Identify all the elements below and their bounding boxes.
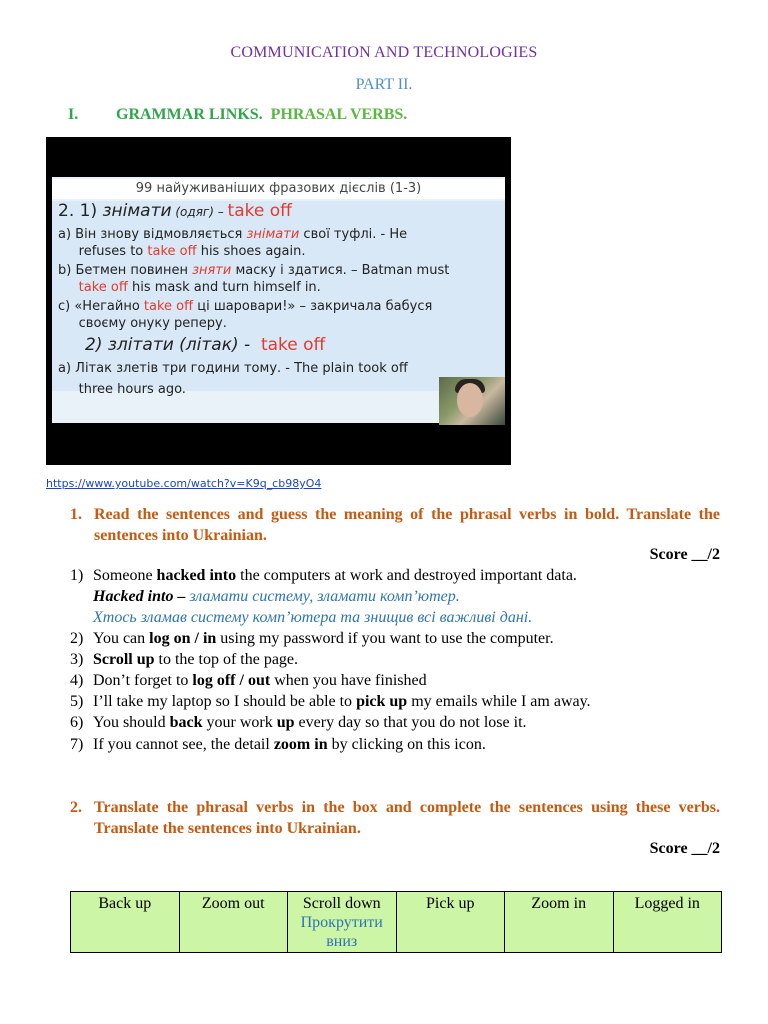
task-2-instructions: 2. Translate the phrasal verbs in the box and complete the sentences using these verbs. Translate the sentences into Ukrainian. bbox=[70, 799, 720, 837]
slide-line: take off his mask and turn himself in. bbox=[78, 280, 321, 295]
box-cell: Scroll down Прокрутити вниз bbox=[288, 892, 397, 953]
example-sentence: Хтось зламав систему комп’ютера та знищив всі важливі дані. bbox=[93, 609, 533, 626]
list-item: 5) I’ll take my laptop so I should be able to pick up my emails while I am away. bbox=[70, 693, 591, 710]
list-item: 1) Someone hacked into the computers at work and destroyed important data. bbox=[70, 567, 577, 584]
slide-title: 99 найуживаніших фразових дієслів (1-3) bbox=[52, 179, 505, 199]
slide-line: 2. 1) знімати (одяг) – take off bbox=[58, 201, 292, 221]
box-cell-translation: Прокрутити вниз bbox=[300, 914, 383, 950]
example-translation: Hacked into – зламати систему, зламати комп’ютер. bbox=[93, 588, 460, 605]
section-number: I. bbox=[68, 106, 79, 123]
section-title: GRAMMAR LINKS. bbox=[116, 106, 263, 123]
section-heading bbox=[68, 106, 407, 124]
task-2-score: Score __/2 bbox=[649, 840, 720, 857]
webcam-overlay bbox=[439, 377, 505, 425]
section-subtitle: PHRASAL VERBS. bbox=[270, 106, 408, 123]
list-item: 7) If you cannot see, the detail zoom in by clicking on this icon. bbox=[70, 736, 486, 753]
slide-line: c) «Негайно take off ці шаровари!» – закричала бабуся bbox=[58, 299, 433, 314]
video-slide bbox=[52, 177, 505, 423]
task-1-score: Score __/2 bbox=[649, 546, 720, 563]
box-cell: Logged in bbox=[613, 892, 722, 953]
slide-line: a) Він знову відмовляється знімати свої туфлі. - Не bbox=[58, 227, 408, 242]
part-label: PART II. bbox=[355, 76, 413, 93]
slide-line: b) Бетмен повинен зняти маску і здатися. – Batman must bbox=[58, 263, 450, 278]
slide-line: three hours ago. bbox=[58, 382, 186, 397]
task-1-instructions: 1. Read the sentences and guess the meaning of the phrasal verbs in bold. Translate the sentences into Ukrainian. bbox=[70, 506, 720, 544]
list-item: 3) Scroll up to the top of the page. bbox=[70, 651, 299, 668]
slide-line: a) Літак злетів три години тому. - The plain took off bbox=[58, 361, 408, 376]
slide-line: refuses to take off his shoes again. bbox=[58, 244, 306, 259]
video-thumbnail[interactable] bbox=[46, 137, 511, 465]
list-item: 2) You can log on / in using my password if you want to use the computer. bbox=[70, 630, 554, 647]
box-cell: Zoom out bbox=[179, 892, 288, 953]
slide-line: 2) злітати (літак) - take off bbox=[58, 335, 326, 355]
page-title: COMMUNICATION AND TECHNOLOGIES bbox=[230, 44, 538, 61]
box-cell: Zoom in bbox=[505, 892, 614, 953]
box-cell: Pick up bbox=[396, 892, 505, 953]
slide-line: своєму онуку реперу. bbox=[58, 316, 227, 331]
phrasal-verbs-box bbox=[70, 891, 722, 953]
list-item: 4) Don’t forget to log off / out when you have finished bbox=[70, 672, 427, 689]
video-link[interactable]: https://www.youtube.com/watch?v=K9q_cb98yO4 bbox=[46, 477, 322, 490]
box-cell: Back up bbox=[71, 892, 180, 953]
list-item: 6) You should back your work up every day so that you do not lose it. bbox=[70, 714, 527, 731]
